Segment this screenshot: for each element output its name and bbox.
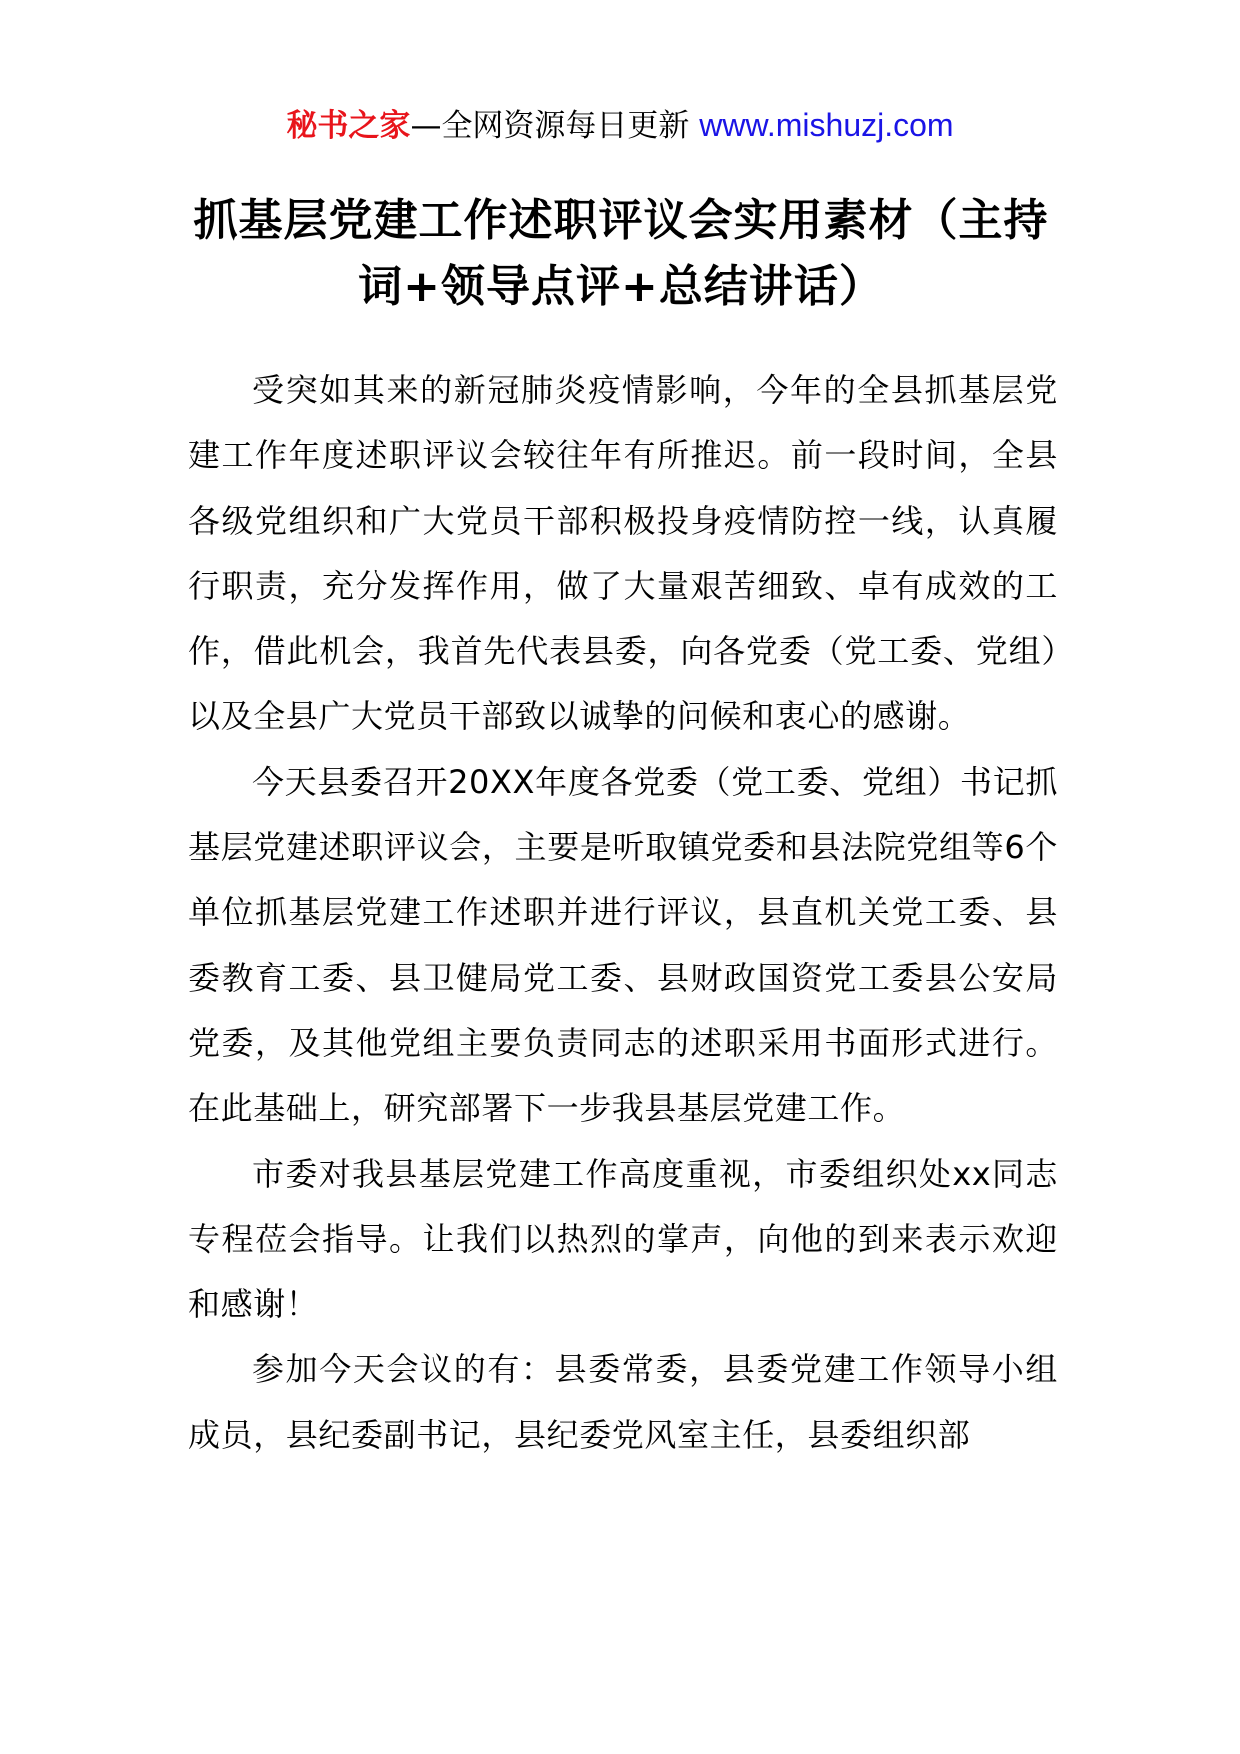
header-slogan: —全网资源每日更新 [410,108,690,144]
document-body [188,358,1058,1468]
document-title: 抓基层党建工作述职评议会实用素材（主持词+领导点评+总结讲话） [193,195,1049,312]
site-header [0,100,1240,151]
paragraph-3: 市委对我县基层党建工作高度重视，市委组织处xx同志专程莅会指导。让我们以热烈的掌声，向他的到来表示欢迎和感谢！ [188,1154,1058,1324]
paragraph-4: 参加今天会议的有：县委常委，县委党建工作领导小组成员，县纪委副书记，县纪委党风室主任，县委组织部 [188,1350,1058,1454]
brand-name: 秘书之家 [286,108,411,144]
site-url-link[interactable]: www.mishuzj.com [699,107,954,143]
paragraph-2: 今天县委召开20XX年度各党委（党工委、党组）书记抓基层党建述职评议会，主要是听取镇党委和县法院党组等6个单位抓基层党建工作述职并进行评议，县直机关党工委、县委教育工委、县卫健局党工委、县财政国资党工委县公安局党委，及其他党组主要负责同志的述职采用书面形式进行。在此基础上，研究部署下一步我县基层党建工作。 [188,762,1058,1128]
paragraph-1: 受突如其来的新冠肺炎疫情影响，今年的全县抓基层党建工作年度述职评议会较往年有所推迟。前一段时间，全县各级党组织和广大党员干部积极投身疫情防控一线，认真履行职责，充分发挥作用，做了大量艰苦细致、卓有成效的工作，借此机会，我首先代表县委，向各党委（党工委、党组）以及全县广大党员干部致以诚挚的问候和衷心的感谢。 [188,371,1058,736]
